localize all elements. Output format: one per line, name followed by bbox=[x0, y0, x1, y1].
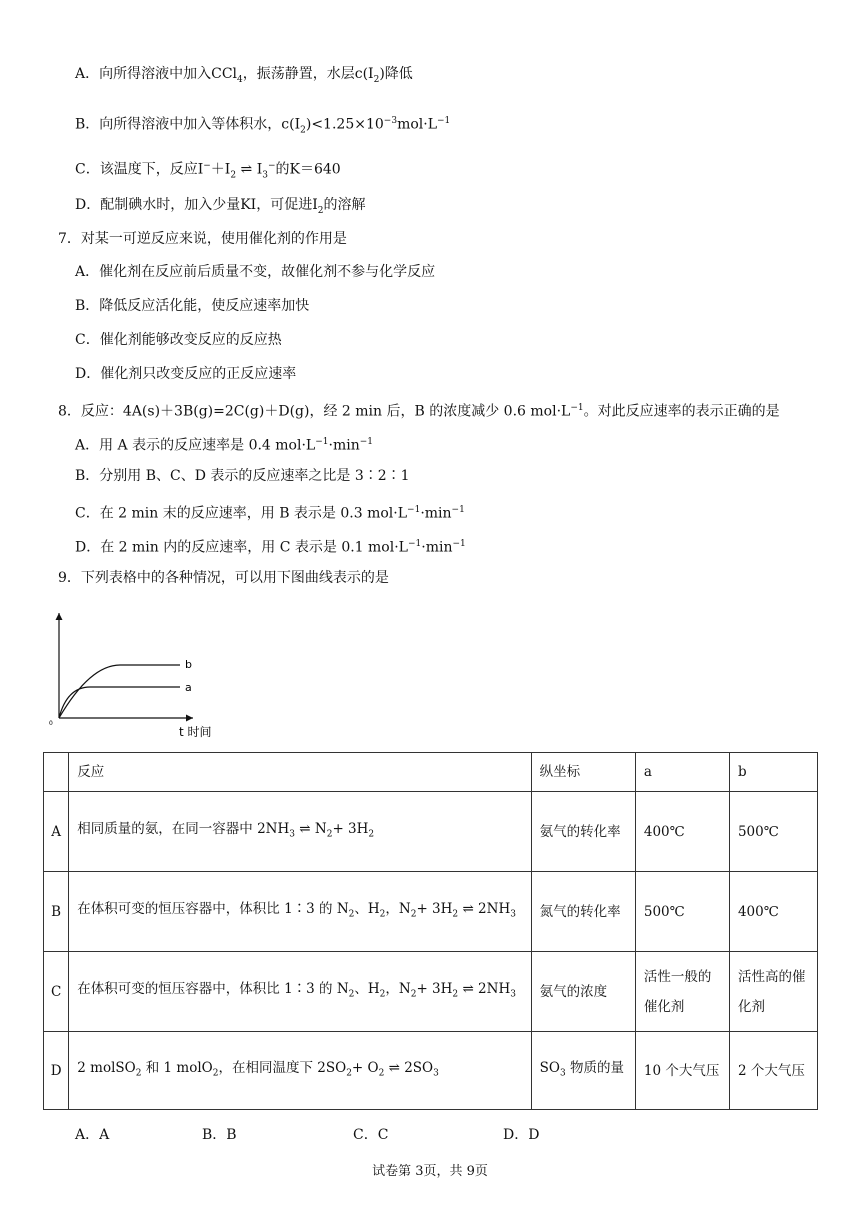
table-row bbox=[44, 872, 818, 952]
row-b: 500℃ bbox=[729, 792, 817, 872]
row-reaction: 在体积可变的恒压容器中，体积比 1∶3 的 $N_2$、$H_2$，$N_2+ 3H_2$ ⇌ $2NH_3$ bbox=[69, 872, 531, 952]
row-reaction: 相同质量的氨，在同一容器中 $2NH_3$ ⇌ $N_2+ 3H_2$ bbox=[69, 792, 531, 872]
x-axis-label: t 时间 bbox=[179, 725, 212, 739]
q8-option-c: C．在 2 min 末的反应速率，用 B 表示是 0.3 $mol\cdot L^{-1}\cdot\min^{-1}$ bbox=[75, 505, 465, 522]
curve-b bbox=[59, 665, 180, 718]
header-cell-ylabel: 纵坐标 bbox=[531, 753, 635, 792]
row-id: A bbox=[44, 792, 69, 872]
header-cell-reaction: 反应 bbox=[69, 753, 531, 792]
header-cell-b: b bbox=[729, 753, 817, 792]
row-ylabel: 氮气的转化率 bbox=[531, 872, 635, 952]
table-row bbox=[44, 1032, 818, 1110]
row-reaction: 2 molSO$_2$ 和 1 molO$_2$，在相同温度下 $2SO_2+ O_2$ ⇌ $2SO_3$ bbox=[69, 1032, 531, 1110]
q7-option-d: D．催化剂只改变反应的正反应速率 bbox=[75, 366, 297, 382]
row-ylabel: 氨气的浓度 bbox=[531, 952, 635, 1032]
header-cell bbox=[44, 753, 69, 792]
q9-table bbox=[43, 752, 818, 1110]
row-b: 2 个大气压 bbox=[729, 1032, 817, 1110]
curve-a-label: a bbox=[185, 681, 192, 694]
row-a: 10 个大气压 bbox=[635, 1032, 729, 1110]
row-b: 400℃ bbox=[729, 872, 817, 952]
q9-answer-d: D．D bbox=[503, 1127, 540, 1143]
origin-label: 0 bbox=[49, 720, 53, 727]
table-header-row bbox=[44, 753, 818, 792]
row-id: C bbox=[44, 952, 69, 1032]
q8-option-b: B．分别用 B、C、D 表示的反应速率之比是 3∶2∶1 bbox=[75, 468, 410, 484]
row-a: 400℃ bbox=[635, 792, 729, 872]
q7-option-a: A．催化剂在反应前后质量不变，故催化剂不参与化学反应 bbox=[75, 264, 436, 280]
q9-answer-a: A．A bbox=[75, 1127, 110, 1143]
row-ylabel: 氨气的转化率 bbox=[531, 792, 635, 872]
q9-curve-graph bbox=[45, 605, 235, 745]
q9-answer-b: B．B bbox=[202, 1127, 237, 1143]
row-id: D bbox=[44, 1032, 69, 1110]
row-reaction: 在体积可变的恒压容器中，体积比 1∶3 的 $N_2$、$H_2$，$N_2+ 3H_2$ ⇌ $2NH_3$ bbox=[69, 952, 531, 1032]
table-row bbox=[44, 952, 818, 1032]
page-footer: 试卷第 3页，共 9页 bbox=[372, 1164, 488, 1179]
q8-stem: 8．反应：4A(s)＋3B(g)=2C(g)＋D(g)，经 2 min 后，B 的浓度减少 0.6 $mol\cdot L^{-1}$。对此反应速率的表示正确的是 bbox=[58, 403, 780, 420]
q6-option-a: A．向所得溶液中加入CCl$_4$，振荡静置，水层$c(I_2)$降低 bbox=[75, 66, 413, 85]
q6-option-d: D．配制碘水时，加入少量KI，可促进$I_2$的溶解 bbox=[75, 197, 366, 216]
q9-answer-c: C．C bbox=[353, 1127, 389, 1143]
q6-option-c: C．该温度下，反应$I^-+I_2$ ⇌ $I_3^-$的K＝640 bbox=[75, 161, 341, 181]
q7-option-b: B．降低反应活化能，使反应速率加快 bbox=[75, 298, 310, 314]
q8-option-d: D．在 2 min 内的反应速率，用 C 表示是 0.1 $mol\cdot L^{-1}\cdot\min^{-1}$ bbox=[75, 539, 466, 556]
row-ylabel: $SO_3$ 物质的量 bbox=[531, 1032, 635, 1110]
q7-stem: 7．对某一可逆反应来说，使用催化剂的作用是 bbox=[58, 231, 347, 247]
row-id: B bbox=[44, 872, 69, 952]
q7-option-c: C．催化剂能够改变反应的反应热 bbox=[75, 332, 282, 348]
header-cell-a: a bbox=[635, 753, 729, 792]
q6-option-b: B．向所得溶液中加入等体积水，$c(I_2)<1.25\times 10^{-3}mol\cdot L^{-1}$ bbox=[75, 116, 451, 136]
curve-b-label: b bbox=[185, 658, 192, 671]
row-b: 活性高的催化剂 bbox=[729, 952, 817, 1032]
row-a: 活性一般的催化剂 bbox=[635, 952, 729, 1032]
q9-stem: 9．下列表格中的各种情况，可以用下图曲线表示的是 bbox=[58, 570, 389, 586]
row-a: 500℃ bbox=[635, 872, 729, 952]
table-row bbox=[44, 792, 818, 872]
q8-option-a: A．用 A 表示的反应速率是 0.4 $mol\cdot L^{-1}\cdot\min^{-1}$ bbox=[75, 437, 374, 454]
